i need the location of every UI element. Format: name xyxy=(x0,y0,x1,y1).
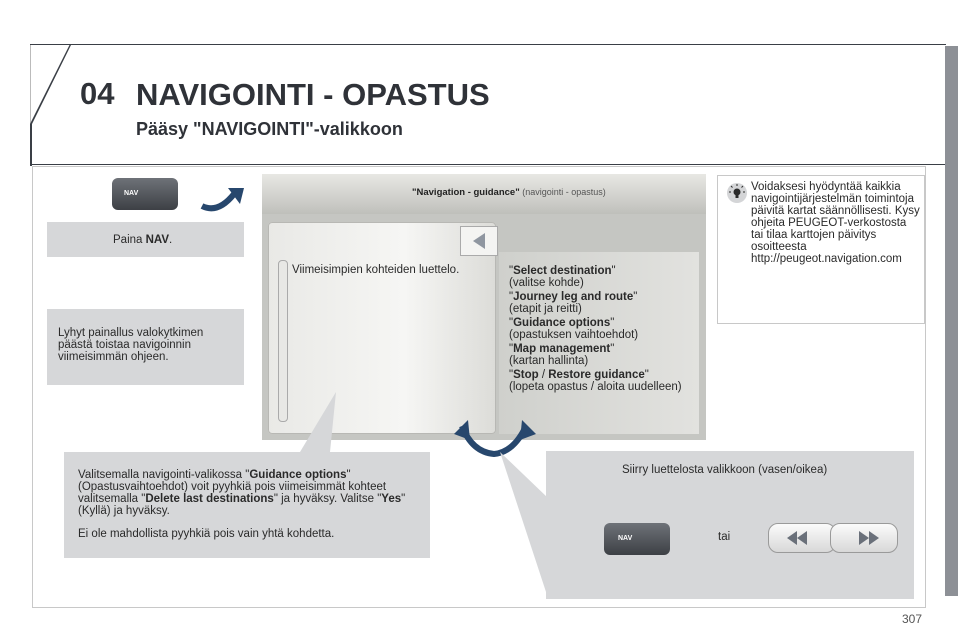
nav-button-label: NAV xyxy=(124,190,139,197)
nav-button-small: NAV xyxy=(604,523,670,555)
lightbulb-icon xyxy=(726,182,748,204)
back-arrow-icon xyxy=(461,227,497,255)
list-scrollbar xyxy=(278,260,288,422)
header-rule-top xyxy=(30,44,946,45)
nav-screen-title: "Navigation - guidance" (navigointi - opastus) xyxy=(412,187,606,198)
page-title: NAVIGOINTI - OPASTUS xyxy=(136,77,490,112)
rewind-icon xyxy=(769,524,835,552)
menu-panel xyxy=(499,252,699,434)
right-arrow-icon xyxy=(198,184,246,216)
menu-list xyxy=(509,265,695,393)
press-nav-box xyxy=(47,222,244,257)
short-press-text: Lyhyt painallus valokytkimen päästä toistaa navigoinnin viimeisimmän ohjeen. xyxy=(58,327,204,363)
fast-forward-icon xyxy=(831,524,897,552)
nav-button xyxy=(112,178,178,210)
menu-item-journey-leg: "Journey leg and route" (etapit ja reitti) xyxy=(509,291,638,315)
menu-item-stop-restore: "Stop / Restore guidance" (lopeta opastus / aloita uudelleen) xyxy=(509,369,682,393)
delete-info-paragraph: Valitsemalla navigointi-valikossa "Guidance options" (Opastusvaihtoehdot) voit pyyhkiä pois viimeisimmät kohteet valitsemalla "Delete last destinations" ja hyväksy. Valitse "Yes" (Kyllä) ja hyväksy. xyxy=(78,469,406,517)
press-nav-text: Paina NAV. xyxy=(113,234,173,246)
tip-text: Voidaksesi hyödyntää kaikkia navigointijärjestelmän toimintoja päivitä kartat säännöllisesti. Kysy ohjeita PEUGEOT-verkostosta tai tilaa karttojen päivitys osoitteesta http://peugeot.navigation.com xyxy=(751,181,920,265)
tip-box xyxy=(717,175,925,324)
seek-forward-button xyxy=(830,523,898,553)
delete-info-box xyxy=(64,452,430,558)
delete-info-note: Ei ole mahdollista pyyhkiä pois vain yhtä kohdetta. xyxy=(78,528,335,540)
scroll-info-text: Siirry luettelosta valikkoon (vasen/oikea) xyxy=(622,464,828,476)
short-press-box xyxy=(47,309,244,385)
menu-item-select-destination: "Select destination" (valitse kohde) xyxy=(509,265,616,289)
scroll-info-box xyxy=(546,451,914,599)
scroll-callout-pointer xyxy=(500,452,550,600)
chapter-number: 04 xyxy=(80,76,115,111)
nav-screen-header xyxy=(262,174,706,214)
menu-item-guidance-options: "Guidance options" (opastuksen vaihtoehdot) xyxy=(509,317,639,341)
page-number: 307 xyxy=(902,612,923,626)
delete-callout-pointer xyxy=(290,392,340,454)
back-tab xyxy=(460,226,498,256)
header-rule-bottom xyxy=(30,164,946,165)
section-sidebar-bar xyxy=(945,46,958,596)
list-caption: Viimeisimpien kohteiden luettelo. xyxy=(292,264,460,276)
or-label: tai xyxy=(718,531,731,543)
menu-item-map-management: "Map management" (kartan hallinta) xyxy=(509,343,615,367)
page-subtitle: Pääsy "NAVIGOINTI"-valikkoon xyxy=(136,119,403,139)
seek-back-button xyxy=(768,523,836,553)
